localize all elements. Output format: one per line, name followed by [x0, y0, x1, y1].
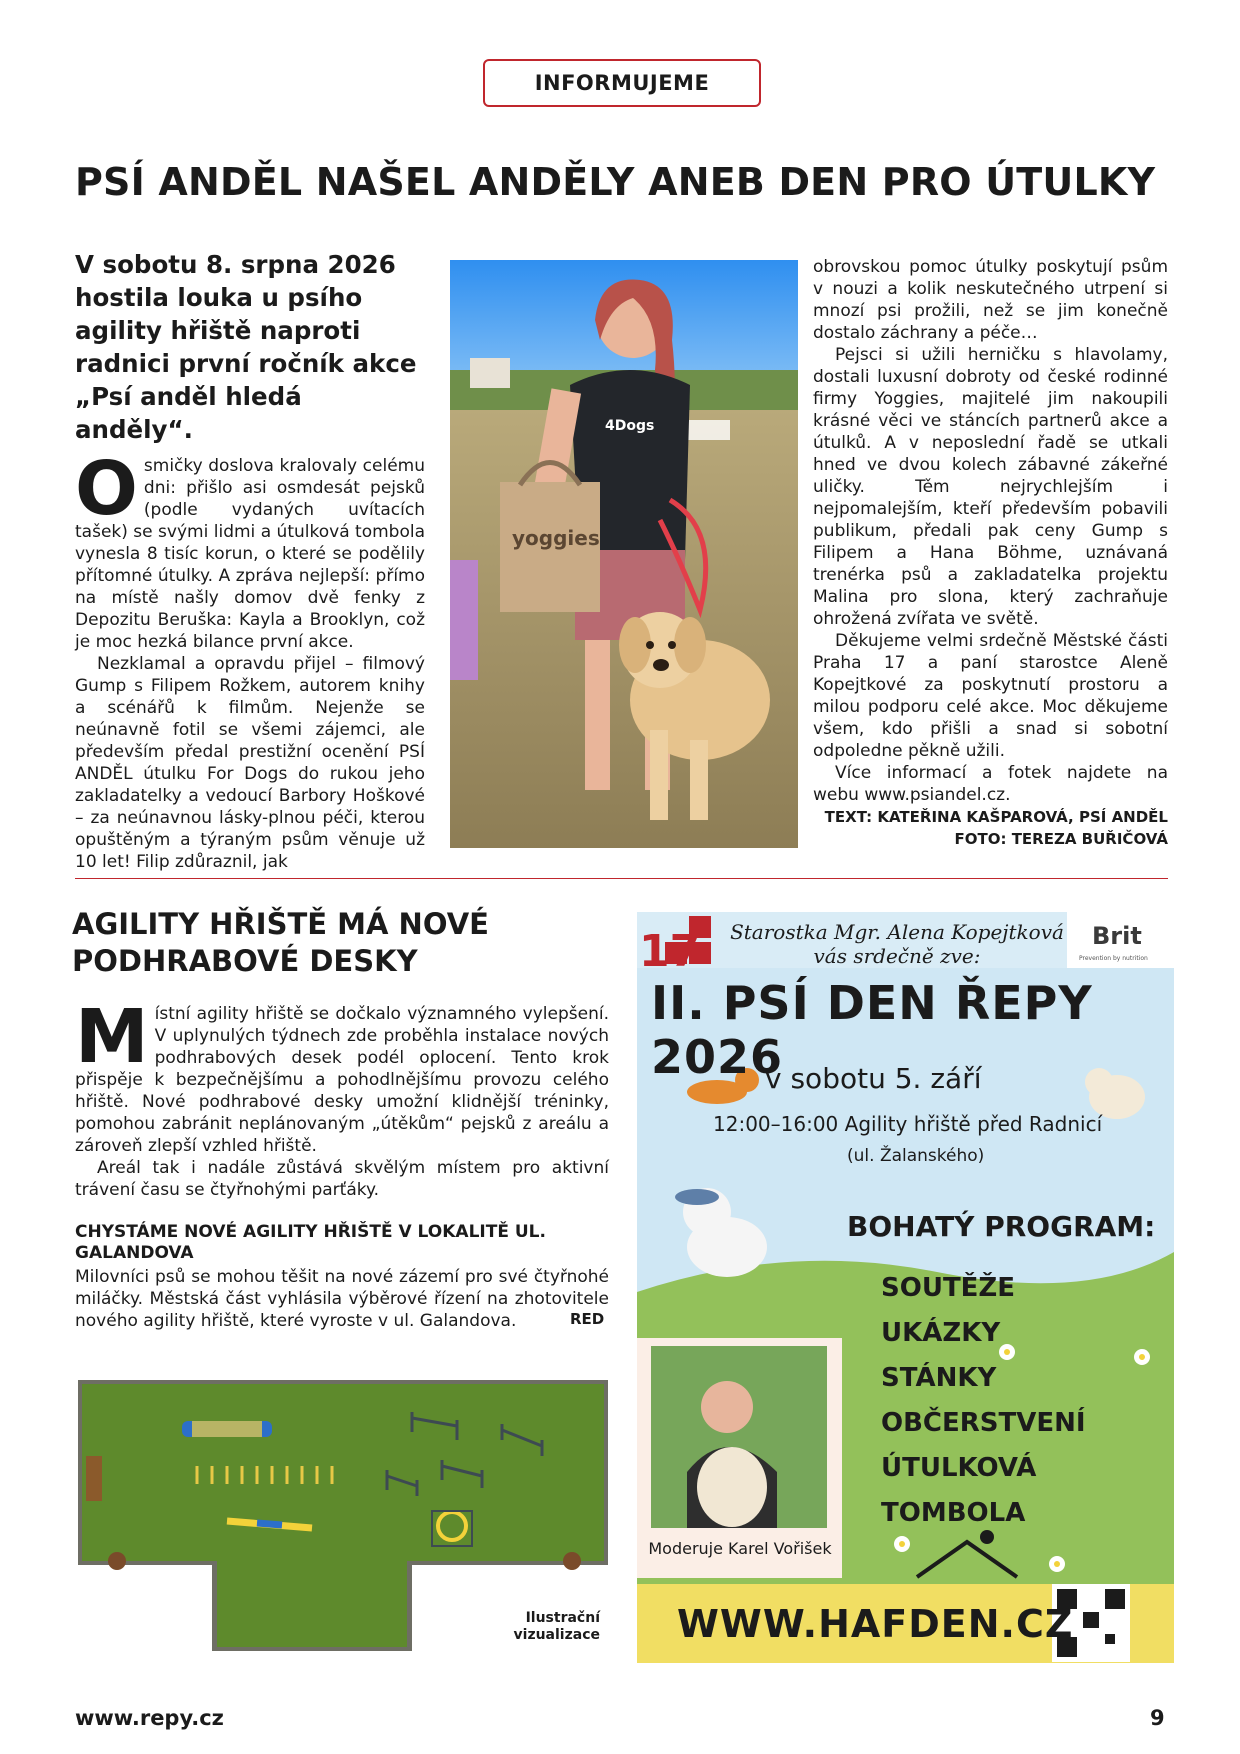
- sponsor-logo: Brit: [1092, 922, 1142, 950]
- paragraph: ístní agility hřiště se dočkalo významného vylepšení. V uplynulých týdnech zde proběhla instalace nových podhrabových desek podél oplocení. Tento krok přispěje k bezpečnějšímu a pohodlnějšímu provozu celého hřiště. Nové podhrabové desky umožní klidnější tréninky, pomohou zabránit neplánovaným „útěkům“ pejsků z areálu a zároveň zlepší vzhled hřiště.: [75, 1004, 609, 1156]
- poster-invite: [717, 920, 1077, 968]
- dropcap: M: [75, 994, 149, 1080]
- program-title: BOHATÝ PROGRAM:: [847, 1210, 1156, 1243]
- poster-website: WWW.HAFDEN.CZ: [677, 1602, 1074, 1646]
- paragraph: Milovníci psů se mohou těšit na nové zázemí pro své čtyřnohé miláčky. Městská část vyhlásila výběrové řízení na zhotovitele nového agility hřiště, které vyroste v ul. Galandova.: [75, 1267, 609, 1331]
- article-lead: V sobotu 8. srpna 2026 hostila louka u psího agility hřiště naproti radnici první ročník akce „Psí anděl hledá anděly“.: [75, 250, 417, 444]
- paragraph: Pejsci si užili herničku s hlavolamy, dostali luxusní dobroty od české rodinné firmy Yoggies, majitelé jim nakoupili krásné věci ve stáncích partnerů akce a útulků. A v neposlední řadě se utkali hned ve dvou kolech zábavné zákeřné uličky. Těm nejrychlejším i nejpomalejším, kteří především pobavili publikum, předali pak ceny Gump s Filipem a Hana Böhme, uznávaná trenérka psů a zakladatelka projektu Malina pro slona, který zachraňuje ohrožená zvířata ve světě.: [813, 345, 1168, 629]
- article-credits: [813, 806, 1168, 850]
- footer-website: www.repy.cz: [75, 1706, 224, 1730]
- section-divider: [75, 878, 1168, 879]
- section-tag: INFORMUJEME: [483, 59, 761, 107]
- program-list: [881, 1266, 1174, 1536]
- article-body-col3: [813, 256, 1168, 806]
- signature: RED: [570, 1310, 605, 1328]
- poster-street: (ul. Žalanského): [847, 1146, 985, 1166]
- program-item: OBČERSTVENÍ: [881, 1408, 1086, 1438]
- caption-line: vizualizace: [513, 1627, 600, 1643]
- paragraph: smičky doslova kralovaly celému dni: přišlo asi osmdesát pejsků (podle vydaných uvítacích tašek) se svými lidmi a útulková tombola vynesla 8 tisíc korun, o které se podělily přítomné útulky. A zpráva nejlepší: přímo na místě našly domov dvě fenky z Depozitu Beruška: Kayla a Brooklyn, což je moc hezká bilance první akce.: [75, 456, 425, 652]
- program-item: UKÁZKY: [881, 1318, 1001, 1348]
- program-item: ÚTULKOVÁ TOMBOLA: [881, 1453, 1037, 1528]
- article2-title: [72, 906, 572, 980]
- title-line: AGILITY HŘIŠTĚ MÁ NOVÉ: [72, 907, 489, 941]
- page-number: 9: [1150, 1706, 1165, 1730]
- event-photo: [450, 260, 798, 848]
- paragraph: Děkujeme velmi srdečně Městské části Praha 17 a paní starostce Aleně Kopejtkové za poskytnutí prostoru a milou podporu celé akce. Moc děkujeme všem, kdo přišli a snad si sobotní odpoledne pěkně užili.: [813, 631, 1168, 761]
- subheading: CHYSTÁME NOVÉ AGILITY HŘIŠTĚ V LOKALITĚ UL. GALANDOVA: [75, 1222, 546, 1263]
- invite-line: vás srdečně zve:: [813, 944, 981, 968]
- paragraph: Areál tak i nadále zůstává skvělým místem pro aktivní trávení času se čtyřnohými parťáky.: [75, 1158, 609, 1200]
- poster-title: II. PSÍ DEN ŘEPY 2026: [651, 976, 1093, 1084]
- credit-photo: FOTO: TEREZA BUŘIČOVÁ: [954, 830, 1168, 848]
- bag-logo: yoggies: [512, 526, 600, 550]
- title-line: PODHRABOVÉ DESKY: [72, 944, 418, 978]
- paragraph: Nezklamal a opravdu přijel – filmový Gump s Filipem Rožkem, autorem knihy a scénářů k filmům. Nejenže se neúnavně fotil se všemi zájemci, ale především předal prestižní ocenění PSÍ ANDĚL útulku For Dogs do rukou jeho zakladatelky a vedoucí Barbory Hoškové – za neúnavnou lásky-plnou péči, kterou opuštěným a týraným psům věnuje už 10 let! Filip zdůraznil, jak: [75, 654, 425, 872]
- poster-time-place: 12:00–16:00 Agility hřiště před Radnicí: [713, 1112, 1103, 1136]
- paragraph: Více informací a fotek najdete na webu www.psiandel.cz.: [813, 763, 1168, 805]
- dropcap: O: [75, 446, 138, 532]
- event-poster: [637, 912, 1174, 1663]
- program-item: SOUTĚŽE: [881, 1273, 1016, 1303]
- paragraph: obrovskou pomoc útulky poskytují psům v nouzi a kolik neskutečného utrpení si mnozí psi prožili, než se jim konečně dostalo záchrany a péče…: [813, 257, 1168, 343]
- article-title: PSÍ ANDĚL NAŠEL ANDĚLY ANEB DEN PRO ÚTULKY: [75, 160, 1156, 204]
- district-logo: 17: [639, 926, 701, 977]
- article2-body: [75, 994, 609, 1201]
- caption-line: Ilustrační: [525, 1610, 600, 1626]
- program-item: STÁNKY: [881, 1363, 997, 1393]
- moderator-caption: Moderuje Karel Vořišek: [648, 1539, 832, 1558]
- sponsor-tagline: Prevention by nutrition: [1079, 955, 1148, 962]
- visualization-caption: [480, 1610, 600, 1644]
- credit-text: TEXT: KATEŘINA KAŠPAROVÁ, PSÍ ANDĚL: [824, 808, 1168, 826]
- article-body-col1: [75, 446, 425, 873]
- poster-date: v sobotu 5. září: [765, 1062, 982, 1095]
- shirt-logo: 4Dogs: [605, 418, 655, 434]
- invite-line: Starostka Mgr. Alena Kopejtková: [730, 920, 1064, 944]
- article2-body-2: [75, 1266, 609, 1332]
